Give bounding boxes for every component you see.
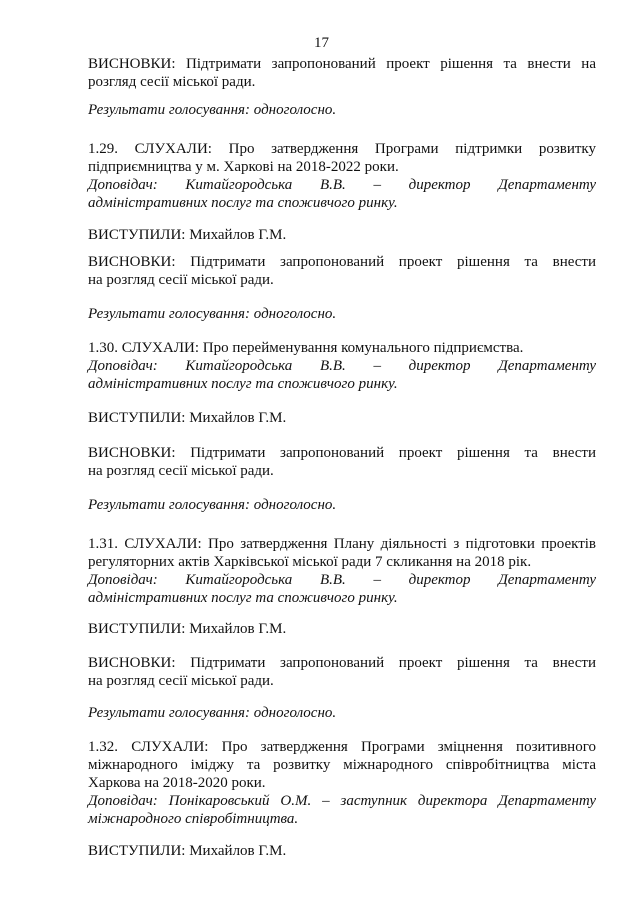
paragraph — [88, 226, 596, 244]
text-line: регуляторних актів Харківської міської ради 7 скликання на 2018 рік. — [88, 554, 532, 570]
text-line: Результати голосування: одноголосно. — [88, 497, 337, 513]
text-line: ВИСТУПИЛИ: Михайлов Г.М. — [88, 843, 287, 859]
page-number: 17 — [314, 35, 329, 51]
text-line: ВИСНОВКИ: Підтримати запропонований проект рішення та внести — [88, 254, 596, 270]
text-line: ВИСТУПИЛИ: Михайлов Г.М. — [88, 621, 287, 637]
paragraph — [88, 305, 596, 323]
text-line: 1.31. СЛУХАЛИ: Про затвердження Плану діяльності з підготовки проектів — [88, 536, 596, 552]
paragraph — [88, 444, 596, 480]
paragraph — [88, 738, 596, 828]
paragraph — [88, 535, 596, 607]
text-line: Доповідач: Китайгородська В.В. – директор Департаменту — [88, 572, 596, 588]
text-line: Доповідач: Китайгородська В.В. – директор Департаменту — [88, 177, 596, 193]
text-line: адміністративних послуг та споживчого ринку. — [88, 195, 398, 211]
paragraph — [88, 842, 596, 860]
text-line: адміністративних послуг та споживчого ринку. — [88, 376, 398, 392]
paragraph — [88, 409, 596, 427]
paragraph — [88, 253, 596, 289]
text-line: ВИСТУПИЛИ: Михайлов Г.М. — [88, 410, 287, 426]
text-line: ВИСНОВКИ: Підтримати запропонований проект рішення та внести — [88, 655, 596, 671]
text-line: на розгляд сесії міської ради. — [88, 463, 274, 479]
text-line: Доповідач: Китайгородська В.В. – директор Департаменту — [88, 358, 596, 374]
text-line: розгляд сесії міської ради. — [88, 74, 256, 90]
text-line: Харкова на 2018-2020 роки. — [88, 775, 266, 791]
paragraph — [88, 620, 596, 638]
text-line: адміністративних послуг та споживчого ринку. — [88, 590, 398, 606]
text-line: підприємництва у м. Харкові на 2018-2022 роки. — [88, 159, 399, 175]
paragraph — [88, 140, 596, 212]
paragraph — [88, 101, 596, 119]
text-line: Доповідач: Понікаровський О.М. – заступник директора Департаменту — [88, 793, 596, 809]
text-line: на розгляд сесії міської ради. — [88, 673, 274, 689]
paragraph — [88, 704, 596, 722]
text-line: міжнародного іміджу та розвитку міжнародного співробітництва міста — [88, 757, 596, 773]
text-line: ВИСНОВКИ: Підтримати запропонований проект рішення та внести — [88, 445, 596, 461]
paragraph — [88, 496, 596, 514]
text-line: ВИСТУПИЛИ: Михайлов Г.М. — [88, 227, 287, 243]
paragraph — [88, 654, 596, 690]
text-line: ВИСНОВКИ: Підтримати запропонований проект рішення та внести на — [88, 56, 596, 72]
paragraph — [88, 55, 596, 91]
text-line: 1.30. СЛУХАЛИ: Про перейменування комунального підприємства. — [88, 340, 524, 356]
text-line: Результати голосування: одноголосно. — [88, 705, 337, 721]
text-line: на розгляд сесії міської ради. — [88, 272, 274, 288]
text-line: Результати голосування: одноголосно. — [88, 306, 337, 322]
text-line: міжнародного співробітництва. — [88, 811, 299, 827]
paragraph — [88, 339, 596, 393]
text-line: 1.29. СЛУХАЛИ: Про затвердження Програми підтримки розвитку — [88, 141, 596, 157]
text-line: Результати голосування: одноголосно. — [88, 102, 337, 118]
text-line: 1.32. СЛУХАЛИ: Про затвердження Програми зміцнення позитивного — [88, 739, 596, 755]
